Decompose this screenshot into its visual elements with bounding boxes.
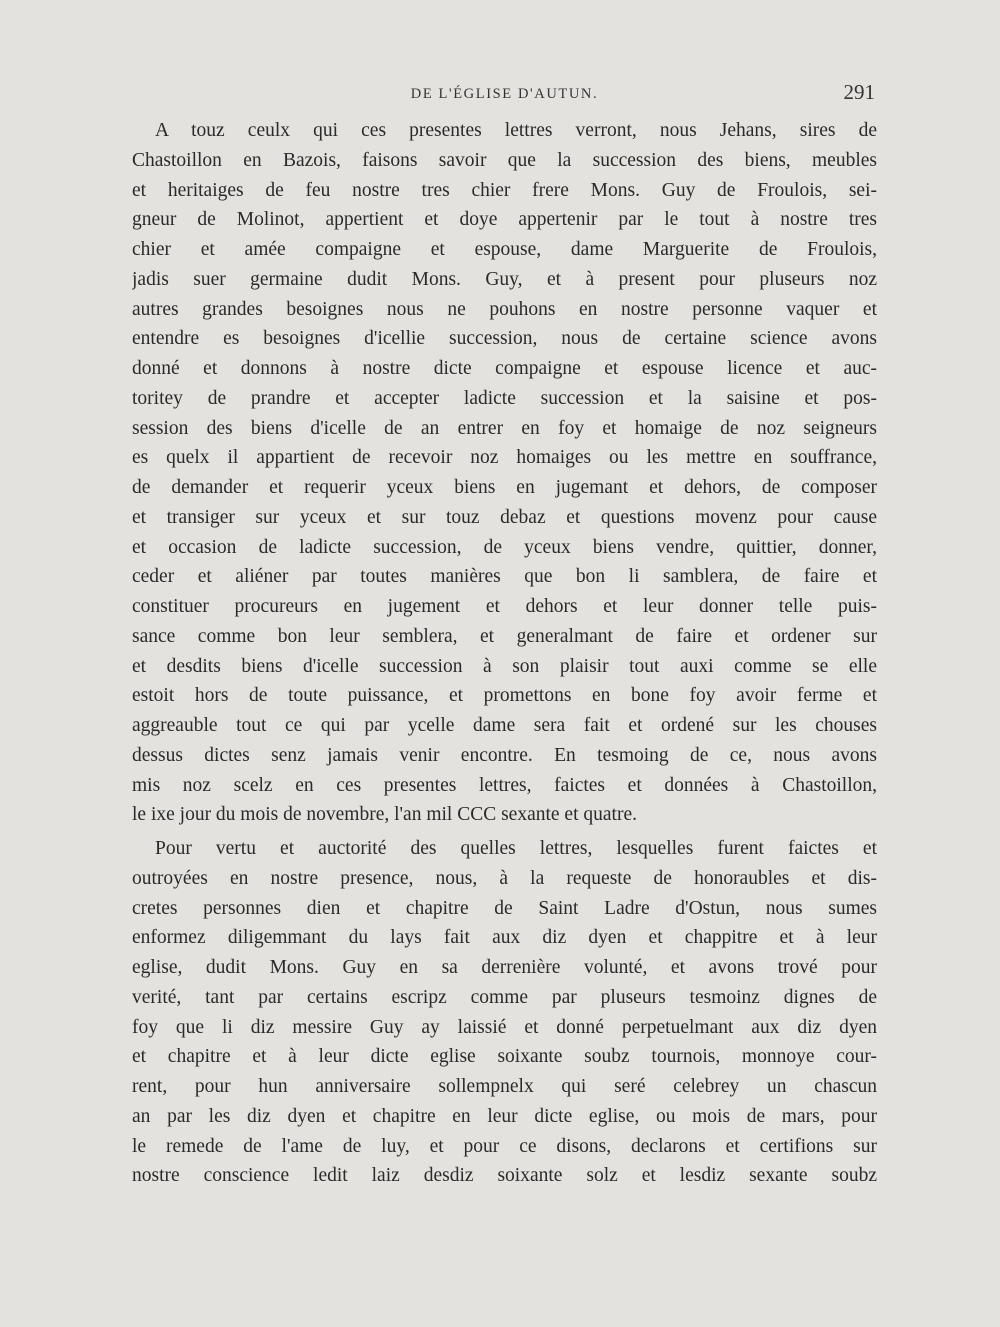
text-line: session des biens d'icelle de an entrer en foy et homaige de noz seigneurs [132,417,877,439]
text-line: et transiger sur yceux et sur touz debaz et questions movenz pour cause [132,506,877,528]
text-line: chier et amée compaigne et espouse, dame Marguerite de Froulois, [132,239,877,260]
text-line: le remede de l'ame de luy, et pour ce disons, declarons et certifions sur [132,1135,877,1157]
text-line: cretes personnes dien et chapitre de Saint Ladre d'Ostun, nous sumes [132,897,877,919]
text-line: ceder et aliéner par toutes manières que bon li samblera, de faire et [132,566,877,588]
text-line: autres grandes besoignes nous ne pouhons en nostre personne vaquer et [132,298,877,320]
running-title: DE L'ÉGLISE D'AUTUN. [410,86,599,102]
text-line: donné et donnons à nostre dicte compaigne et espouse licence et auc- [132,358,877,379]
paragraph-1 [132,116,877,830]
text-line: A touz ceulx qui ces presentes lettres verront, nous Jehans, sires de [155,120,877,141]
text-line: mis noz scelz en ces presentes lettres, faictes et données à Chastoillon, [132,774,877,796]
text-line: an par les diz dyen et chapitre en leur dicte eglise, ou mois de mars, pour [132,1105,877,1127]
text-line: rent, pour hun anniversaire sollempnelx qui seré celebrey un chascun [132,1076,877,1097]
text-line: outroyées en nostre presence, nous, à la requeste de honoraubles et dis- [132,867,877,889]
text-line: et occasion de ladicte succession, de yceux biens vendre, quittier, donner, [132,536,877,558]
text-line: foy que li diz messire Guy ay laissié et donné perpetuelmant aux diz dyen [132,1016,877,1038]
text-line: constituer procureurs en jugement et dehors et leur donner telle puis- [132,596,877,617]
text-line: Chastoillon en Bazois, faisons savoir que la succession des biens, meubles [132,149,877,171]
page-header [132,80,877,110]
text-line: gneur de Molinot, appertient et doye appertenir par le tout à nostre tres [132,209,877,231]
text-line: es quelx il appartient de recevoir noz homaiges ou les mettre en souffrance, [132,447,877,469]
paragraph-2 [132,834,877,1191]
text-line: nostre conscience ledit laiz desdiz soixante solz et lesdiz sexante soubz [132,1165,877,1187]
text-line: Pour vertu et auctorité des quelles lettres, lesquelles furent faictes et [155,838,877,859]
text-line: aggreauble tout ce qui par ycelle dame sera fait et ordené sur les chouses [132,715,877,736]
page-number: 291 [843,80,875,104]
text-line: de demander et requerir yceux biens en jugemant et dehors, de composer [132,477,877,498]
text-line: eglise, dudit Mons. Guy en sa derrenière volunté, et avons trové pour [132,957,877,978]
body-text [132,116,877,1191]
text-line: et desdits biens d'icelle succession à son plaisir tout auxi comme se elle [132,655,877,677]
text-line: verité, tant par certains escripz comme par pluseurs tesmoinz dignes de [132,986,877,1008]
text-line: dessus dictes senz jamais venir encontre. En tesmoing de ce, nous avons [132,744,877,766]
text-line: estoit hors de toute puissance, et promettons en bone foy avoir ferme et [132,685,877,707]
text-line: le ixe jour du mois de novembre, l'an mil CCC sexante et quatre. [132,804,637,826]
text-line: et chapitre et à leur dicte eglise soixante soubz tournois, monnoye cour- [132,1046,877,1068]
text-line: entendre es besoignes d'icellie succession, nous de certaine science avons [132,328,877,350]
text-line: toritey de prandre et accepter ladicte succession et la saisine et pos- [132,387,877,409]
text-line: enformez diligemmant du lays fait aux diz dyen et chappitre et à leur [132,927,877,949]
text-line: sance comme bon leur semblera, et generalmant de faire et ordener sur [132,625,877,647]
text-line: et heritaiges de feu nostre tres chier frere Mons. Guy de Froulois, sei- [132,179,877,201]
text-line: jadis suer germaine dudit Mons. Guy, et à present pour pluseurs noz [132,268,877,290]
